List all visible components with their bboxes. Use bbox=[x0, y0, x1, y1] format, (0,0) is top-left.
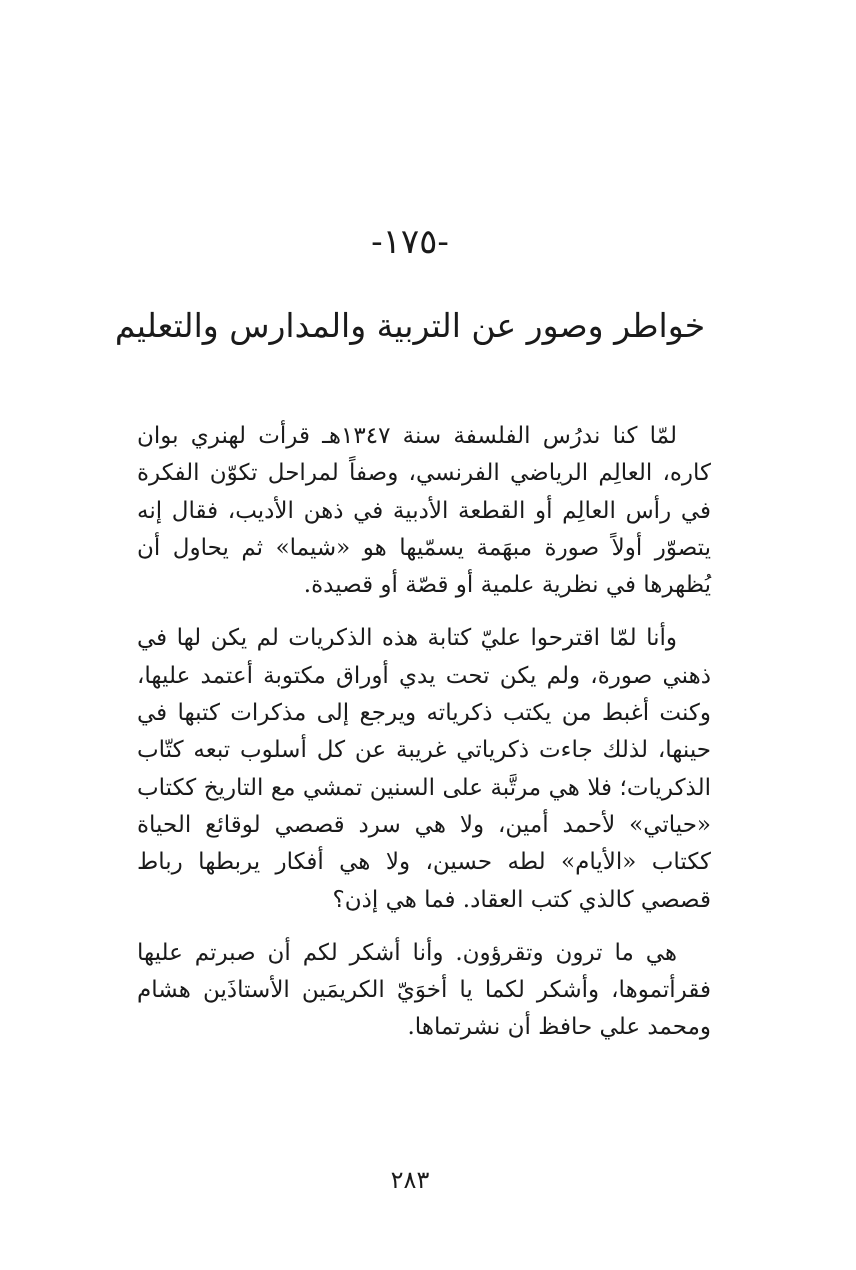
chapter-title: خواطر وصور عن التربية والمدارس والتعليم bbox=[114, 306, 706, 345]
paragraph-thanks: هي ما ترون وتقرؤون. وأنا أشكر لكم أن صبرتم عليها فقرأتموها، وأشكر لكما يا أخوَيّ الكريمَين الأستاذَين هشام ومحمد علي حافظ أن نشرتماها. bbox=[137, 939, 711, 1041]
body-text bbox=[137, 418, 711, 1063]
paragraph-memoirs-style: وأنا لمّا اقترحوا عليّ كتابة هذه الذكريات لم يكن لها في ذهني صورة، ولم يكن تحت يدي أوراق مكتوبة أعتمد عليها، وكنت أغبط من يكتب ذكرياته ويرجع إلى مذكرات كتبها في حينها، لذلك جاءت ذكرياتي غريبة عن كل أسلوب تبعه كتّاب الذكريات؛ فلا هي مرتَّبة على السنين تمشي مع التاريخ ككتاب «حياتي» لأحمد أمين، ولا هي سرد قصصي لوقائع الحياة ككتاب «الأيام» لطه حسين، ولا هي أفكار يربطها رباط قصصي كالذي كتب العقاد. فما هي إذن؟ bbox=[137, 625, 711, 913]
chapter-number: -١٧٥- bbox=[371, 222, 449, 262]
page-number: ٢٨٣ bbox=[390, 1166, 430, 1194]
paragraph-poincare: لمّا كنا ندرُس الفلسفة سنة ١٣٤٧هـ قرأت لهنري بوان كاره، العالِم الرياضي الفرنسي، وصفاً لمراحل تكوّن الفكرة في رأس العالِم أو القطعة الأدبية في ذهن الأديب، فقال إنه يتصوّر أولاً صورة مبهَمة يسمّيها هو «شيما» ثم يحاول أن يُظهرها في نظرية علمية أو قصّة أو قصيدة. bbox=[137, 423, 711, 599]
